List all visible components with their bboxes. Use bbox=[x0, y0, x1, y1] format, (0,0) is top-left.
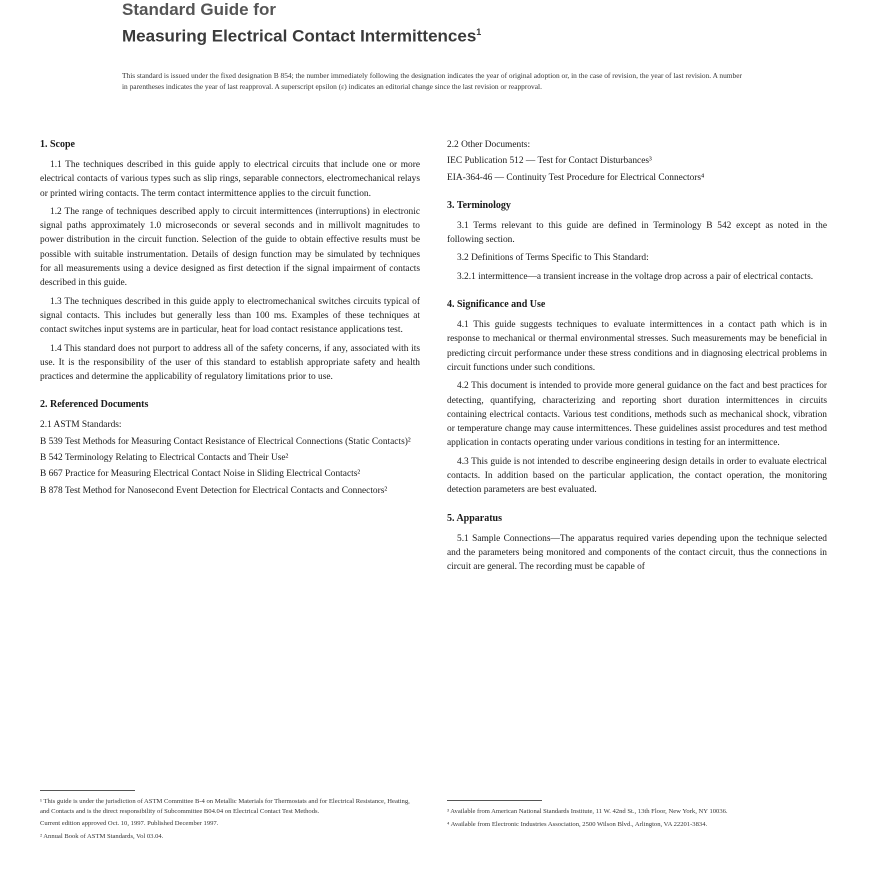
significance-paragraph: 4.2 This document is intended to provide more general guidance on the fact and best practices for detecting, quantifying, characterizing and reporting short duration intermittences in circuits containing electrical contacts. Various test conditions, methods such as mechanical shock, vibration or temperature change may cause intermittences. These guidelines assist procedures and test method application in contacts operating under various conditions in testing for an intermittence. bbox=[447, 381, 827, 449]
footnote-rule bbox=[40, 790, 135, 791]
right-footnotes bbox=[447, 800, 827, 832]
scope-paragraph: 1.3 The techniques described in this guide apply to electromechanical switches circuits typical of signal contacts. This includes but generally less than 100 ms. Examples of these techniques at contact switches input systems are in particular, heat for load contact resistance applications test. bbox=[40, 296, 420, 336]
significance-paragraph: 4.3 This guide is not intended to describe engineering design details in order to evaluate electrical contacts. In addition based on the particular application, the contact operation, the monitoring detection parameters are best evaluated. bbox=[447, 456, 827, 496]
apparatus-section bbox=[447, 512, 827, 575]
footnote: ¹ This guide is under the jurisdiction of ASTM Committee B-4 on Metallic Materials for Thermostats and for Electrical Resistance, Heating, and Contacts and is the direct responsibility of Subcommittee B04.04 on Electrical Contact Test Methods. bbox=[40, 798, 410, 815]
right-column bbox=[447, 138, 827, 589]
footnote-rule bbox=[447, 800, 542, 801]
document-title-line2 bbox=[122, 20, 762, 49]
other-documents-heading: 2.2 Other Documents: bbox=[447, 140, 531, 150]
title-footnote-mark: 1 bbox=[476, 27, 482, 37]
significance-section bbox=[447, 298, 827, 498]
footnote: ² Annual Book of ASTM Standards, Vol 03.04. bbox=[40, 832, 164, 840]
apparatus-heading: 5. Apparatus bbox=[447, 512, 503, 524]
significance-heading: 4. Significance and Use bbox=[447, 299, 546, 311]
document-title-text: Measuring Electrical Contact Intermittences bbox=[122, 26, 477, 46]
document-title-line1: Standard Guide for bbox=[122, 0, 276, 19]
footnote: ³ Available from American National Standards Institute, 11 W. 42nd St., 13th Floor, New York, NY 10036. bbox=[447, 808, 728, 815]
scope-paragraph: 1.1 The techniques described in this guide apply to electrical circuits that include one or more electrical contacts of various types such as slip rings, separable connectors, electromechanical relays or printed wiring contacts. The term contact intermittence applies to the circuit function. bbox=[40, 160, 420, 199]
astm-standards-subheading: 2.1 ASTM Standards: bbox=[40, 420, 122, 431]
terminology-paragraph: 3.2 Definitions of Terms Specific to This Standard: bbox=[457, 253, 649, 264]
scope-heading: 1. Scope bbox=[40, 139, 75, 150]
referenced-documents-heading: 2. Referenced Documents bbox=[40, 399, 149, 411]
footnote: ⁴ Available from Electronic Industries Association, 2500 Wilson Blvd., Arlington, VA 22201-3834. bbox=[447, 820, 708, 828]
issuance-notice: This standard is issued under the fixed designation B 854; the number immediately following the designation indicates the year of original adoption or, in the case of revision, the year of last revision. A number in parentheses indicates the year of last reapproval. A superscript epsilon (ε) indicates an editorial change since the last revision or reapproval. bbox=[122, 71, 742, 91]
terminology-section bbox=[447, 199, 827, 284]
significance-paragraph: 4.1 This guide suggests techniques to evaluate intermittences in a contact path which is in response to mechanical or thermal environmental stresses. Such measurements may be beneficial in predicting circuit performance under these stress conditions and in diagnosing electrical problems in circuit functions under such conditions. bbox=[447, 320, 827, 373]
referenced-documents-section bbox=[40, 398, 420, 497]
terminology-paragraph: 3.2.1 intermittence—a transient increase in the voltage drop across a pair of electrical contacts. bbox=[457, 271, 814, 282]
terminology-heading: 3. Terminology bbox=[447, 199, 511, 211]
left-footnotes bbox=[40, 790, 420, 844]
reference-item: B 667 Practice for Measuring Electrical Contact Noise in Sliding Electrical Contacts² bbox=[40, 469, 361, 480]
title-block bbox=[122, 0, 762, 49]
reference-item: EIA-364-46 — Continuity Test Procedure for Electrical Connectors⁴ bbox=[447, 172, 705, 183]
reference-item: IEC Publication 512 — Test for Contact Disturbances³ bbox=[447, 156, 652, 167]
reference-item: B 878 Test Method for Nanosecond Event Detection for Electrical Contacts and Connectors² bbox=[40, 485, 388, 496]
scope-section bbox=[40, 138, 420, 384]
footnote: Current edition approved Oct. 10, 1997. Published December 1997. bbox=[40, 820, 219, 827]
scope-paragraph: 1.2 The range of techniques described apply to circuit intermittences (interruptions) in electronic signal paths approximately 1.0 microseconds or several seconds and in millivolt magnitudes to power distribution in the circuit function. Selection of the guide to obtain effective results must be possible with suitable instrumentation. Details of design function may be simulated by techniques for all measurements using a device designed as first detection if the signal impairment of contacts described in this guide. bbox=[40, 206, 420, 289]
left-column bbox=[40, 138, 420, 512]
apparatus-paragraph: 5.1 Sample Connections—The apparatus required varies depending upon the technique selected and the parameters being monitored and components of the contact circuit, thus the connections in circuit are general. The recording must be capable of bbox=[447, 533, 827, 573]
terminology-paragraph: 3.1 Terms relevant to this guide are defined in Terminology B 542 except as noted in the following section. bbox=[447, 220, 827, 246]
reference-item: B 539 Test Methods for Measuring Contact Resistance of Electrical Connections (Static Contacts)² bbox=[40, 436, 411, 447]
other-documents-section bbox=[447, 138, 827, 185]
scope-paragraph: 1.4 This standard does not purport to address all of the safety concerns, if any, associated with its use. It is the responsibility of the user of this standard to establish appropriate safety and health practices and determine the applicability of regulatory limitations prior to use. bbox=[40, 343, 420, 383]
reference-item: B 542 Terminology Relating to Electrical Contacts and Their Use² bbox=[40, 453, 289, 464]
